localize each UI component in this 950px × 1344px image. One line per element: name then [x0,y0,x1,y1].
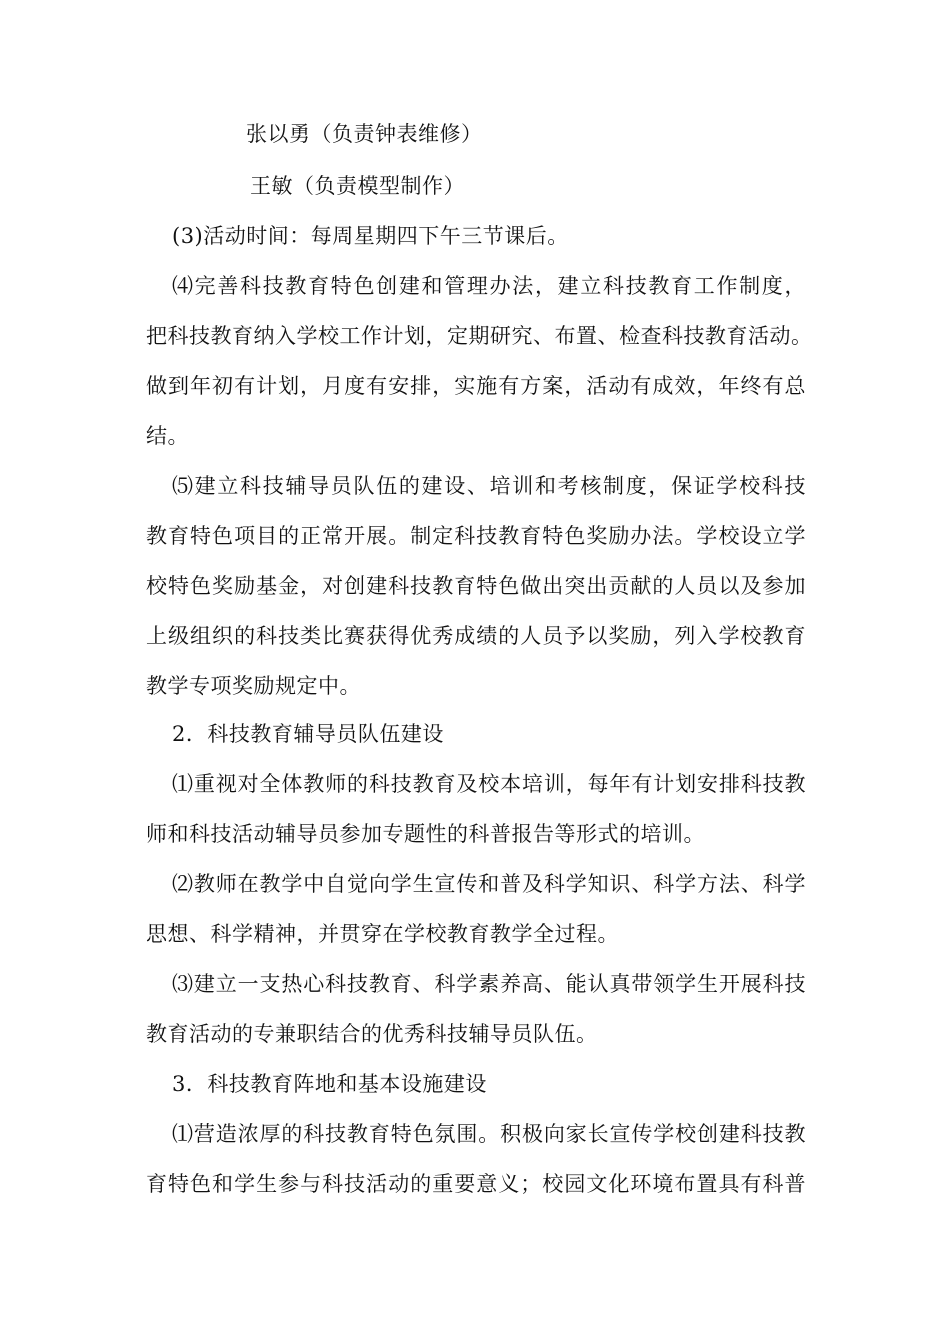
activity-time-line: (3)活动时间：每周星期四下午三节课后。 [172,224,569,248]
section-3-item-1-line-1: ⑴营造浓厚的科技教育特色氛围。积极向家长宣传学校创建科技教 [172,1122,806,1146]
paragraph-5-line-2: 教育特色项目的正常开展。制定科技教育特色奖励办法。学校设立学 [146,524,806,548]
section-2-item-1-line-1: ⑴重视对全体教师的科技教育及校本培训，每年有计划安排科技教 [172,772,806,796]
paragraph-4-line-3: 做到年初有计划，月度有安排，实施有方案，活动有成效，年终有总 [146,374,806,398]
paragraph-4-line-2: 把科技教育纳入学校工作计划，定期研究、布置、检查科技教育活动。 [146,324,813,348]
section-2-item-3-line-2: 教育活动的专兼职结合的优秀科技辅导员队伍。 [146,1022,598,1046]
paragraph-5-line-4: 上级组织的科技类比赛获得优秀成绩的人员予以奖励，列入学校教育 [146,624,806,648]
paragraph-4-line-1: ⑷完善科技教育特色创建和管理办法，建立科技教育工作制度， [172,274,806,298]
section-2-item-3-line-1: ⑶建立一支热心科技教育、科学素养高、能认真带领学生开展科技 [172,972,806,996]
paragraph-5-line-3: 校特色奖励基金，对创建科技教育特色做出突出贡献的人员以及参加 [146,574,806,598]
paragraph-4-line-4: 结。 [146,424,189,448]
paragraph-5-line-5: 教学专项奖励规定中。 [146,674,361,698]
staff-line-zhang: 张以勇（负责钟表维修） [246,122,483,146]
section-3-heading: 3．科技教育阵地和基本设施建设 [172,1072,487,1096]
section-2-heading: 2．科技教育辅导员队伍建设 [172,722,444,746]
paragraph-5-line-1: ⑸建立科技辅导员队伍的建设、培训和考核制度，保证学校科技 [172,474,806,498]
section-2-item-2-line-1: ⑵教师在教学中自觉向学生宣传和普及科学知识、科学方法、科学 [172,872,806,896]
staff-line-wang: 王敏（负责模型制作） [250,174,465,198]
section-3-item-1-line-2: 育特色和学生参与科技活动的重要意义；校园文化环境布置具有科普 [146,1172,806,1196]
section-2-item-2-line-2: 思想、科学精神，并贯穿在学校教育教学全过程。 [146,922,619,946]
section-2-item-1-line-2: 师和科技活动辅导员参加专题性的科普报告等形式的培训。 [146,822,705,846]
